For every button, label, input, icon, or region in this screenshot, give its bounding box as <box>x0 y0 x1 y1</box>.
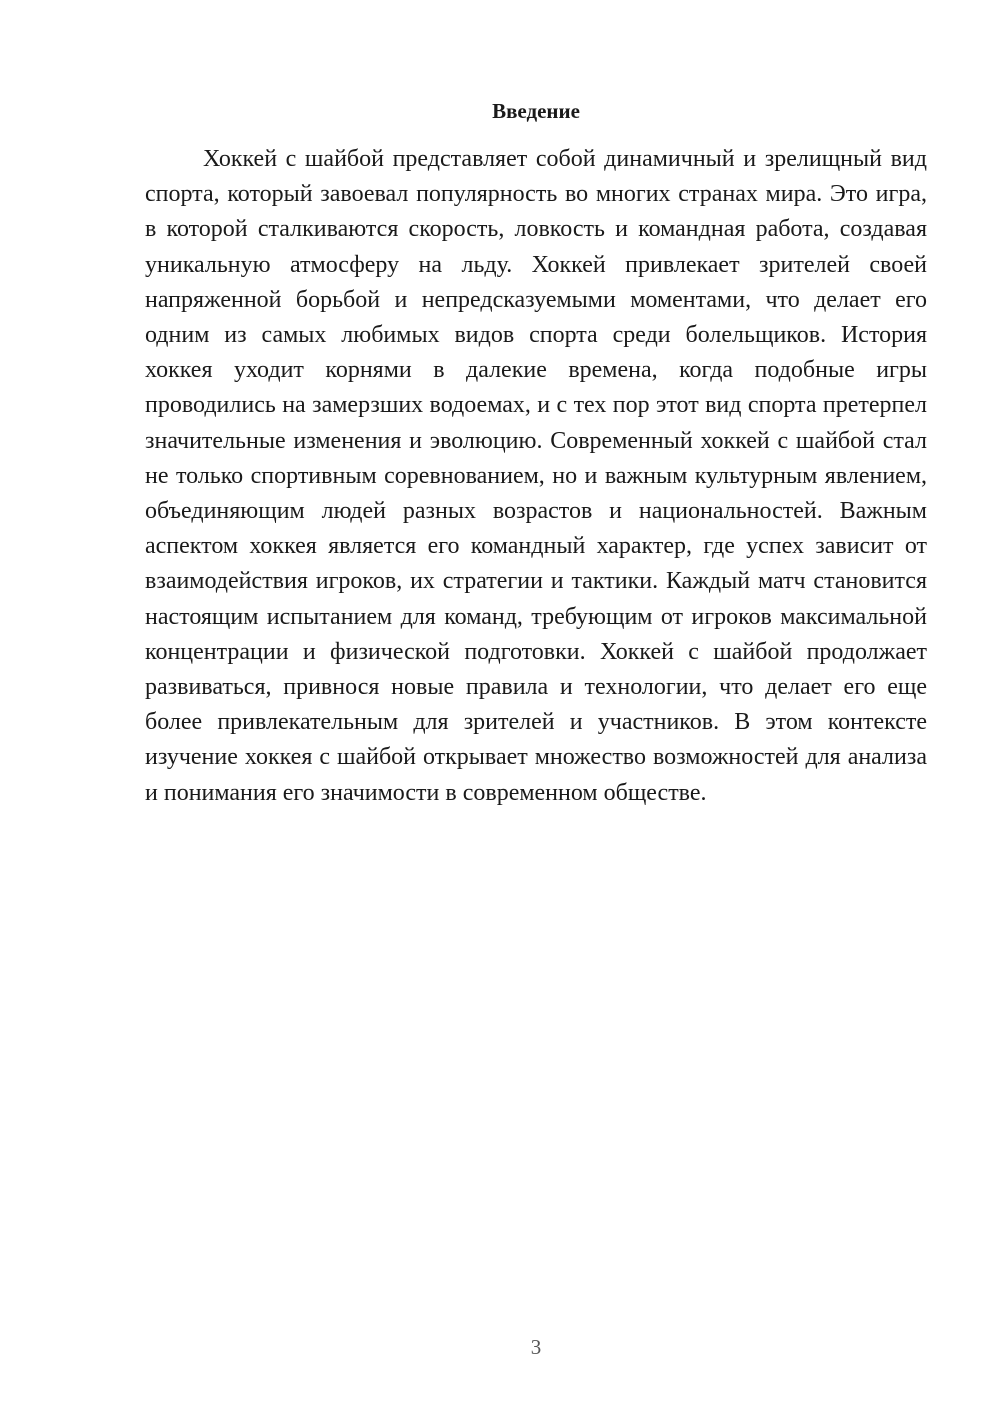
section-heading: Введение <box>492 99 580 123</box>
page-number: 3 <box>530 1335 542 1359</box>
body-paragraph: Хоккей с шайбой представляет собой динамичный и зрелищный вид спорта, который завоевал популярность во многих странах мира. Это игра, в которой сталкиваются скорость, ловкость и командная работа, создавая уникальную атмосферу на льду. Хоккей привлекает зрителей своей напряженной борьбой и непредсказуемыми моментами, что делает его одним из самых любимых видов спорта среди болельщиков. История хоккея уходит корнями в далекие времена, когда подобные игры проводились на замерзших водоемах, и с тех пор этот вид спорта претерпел значительные изменения и эволюцию. Современный хоккей с шайбой стал не только спортивным соревнованием, но и важным культурным явлением, объединяющим людей разных возрастов и национальностей. Важным аспектом хоккея является его командный характер, где успех зависит от взаимодействия игроков, их стратегии и тактики. Каждый матч становится настоящим испытанием для команд, требующим от игроков максимальной концентрации и физической подготовки. Хоккей с шайбой продолжает развиваться, привнося новые правила и технологии, что делает его еще более привлекательным для зрителей и участников. В этом контексте изучение хоккея с шайбой открывает множество возможностей для анализа и понимания его значимости в современном обществе. <box>145 146 927 806</box>
